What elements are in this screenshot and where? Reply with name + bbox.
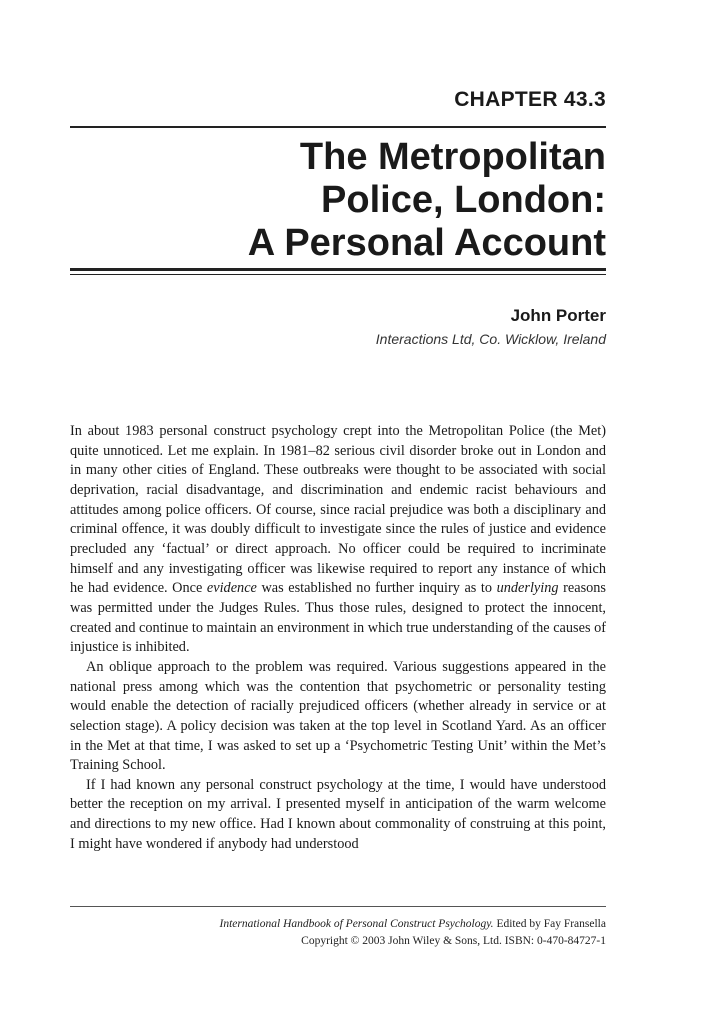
chapter-label: CHAPTER 43.3	[454, 88, 606, 111]
emphasis-underlying: underlying	[496, 580, 559, 597]
paragraph-text: reasons was permitted under the Judges Rules. Thus those rules, designed to protect the innocent, created and continue to maintain an environment in which true understanding of the causes of injustice is inhibited.	[70, 580, 606, 656]
copyright-line: Copyright © 2003 John Wiley & Sons, Ltd. ISBN: 0-470-84727-1	[301, 935, 606, 947]
book-title: International Handbook of Personal Construct Psychology.	[219, 918, 494, 930]
paragraph-2: An oblique approach to the problem was required. Various suggestions appeared in the national press among which was the contention that psychometric or personality testing would enable the detection of racially prejudiced officers (whether already in service or at selection stage). A policy decision was taken at the top level in Scotland Yard. As an officer in the Met at that time, I was asked to set up a ‘Psychometric Testing Unit’ within the Met’s Training School.	[70, 658, 606, 774]
book-page	[70, 0, 606, 1024]
chapter-title	[248, 136, 606, 265]
header-rule	[70, 126, 606, 128]
paragraph-3: If I had known any personal construct psychology at the time, I would have understood better the reception on my arrival. I presented myself in anticipation of the warm welcome and directions to my new office. Had I known about commonality of construing at this point, I might have wondered if anybody had understood	[70, 776, 606, 852]
author-affiliation: Interactions Ltd, Co. Wicklow, Ireland	[375, 331, 606, 347]
title-line: The Metropolitan	[299, 136, 606, 178]
footer-citation	[220, 916, 607, 950]
author-name: John Porter	[510, 306, 606, 325]
emphasis-evidence: evidence	[206, 580, 257, 597]
title-rule-thin	[70, 274, 606, 275]
title-line: Police, London:	[321, 179, 606, 221]
paragraph-text: was established no further inquiry as to	[256, 580, 497, 597]
title-rule-thick	[70, 268, 606, 271]
citation-line-1	[220, 916, 607, 933]
title-line: A Personal Account	[247, 222, 606, 264]
paragraph-text: In about 1983 personal construct psychology crept into the Metropolitan Police (the Met) quite unnoticed. Let me explain. In 1981–82 serious civil disorder broke out in London and in many other cities of England. These outbreaks were thought to be associated with social deprivation, racial disadvantage, and discrimination and endemic racist behaviours and attitudes among police officers. Of course, since racial prejudice was both a disciplinary and criminal offence, it was doubly difficult to investigate since the rules of justice and evidence precluded any ‘factual’ or direct approach. No officer could be required to incriminate himself and any investigating officer was likewise required to report any instance of which he had evidence. Once	[70, 423, 606, 597]
paragraph-1	[70, 422, 606, 658]
editor-credit: Edited by Fay Fransella	[493, 918, 606, 930]
footer-rule	[70, 906, 606, 907]
body-text	[70, 422, 606, 854]
